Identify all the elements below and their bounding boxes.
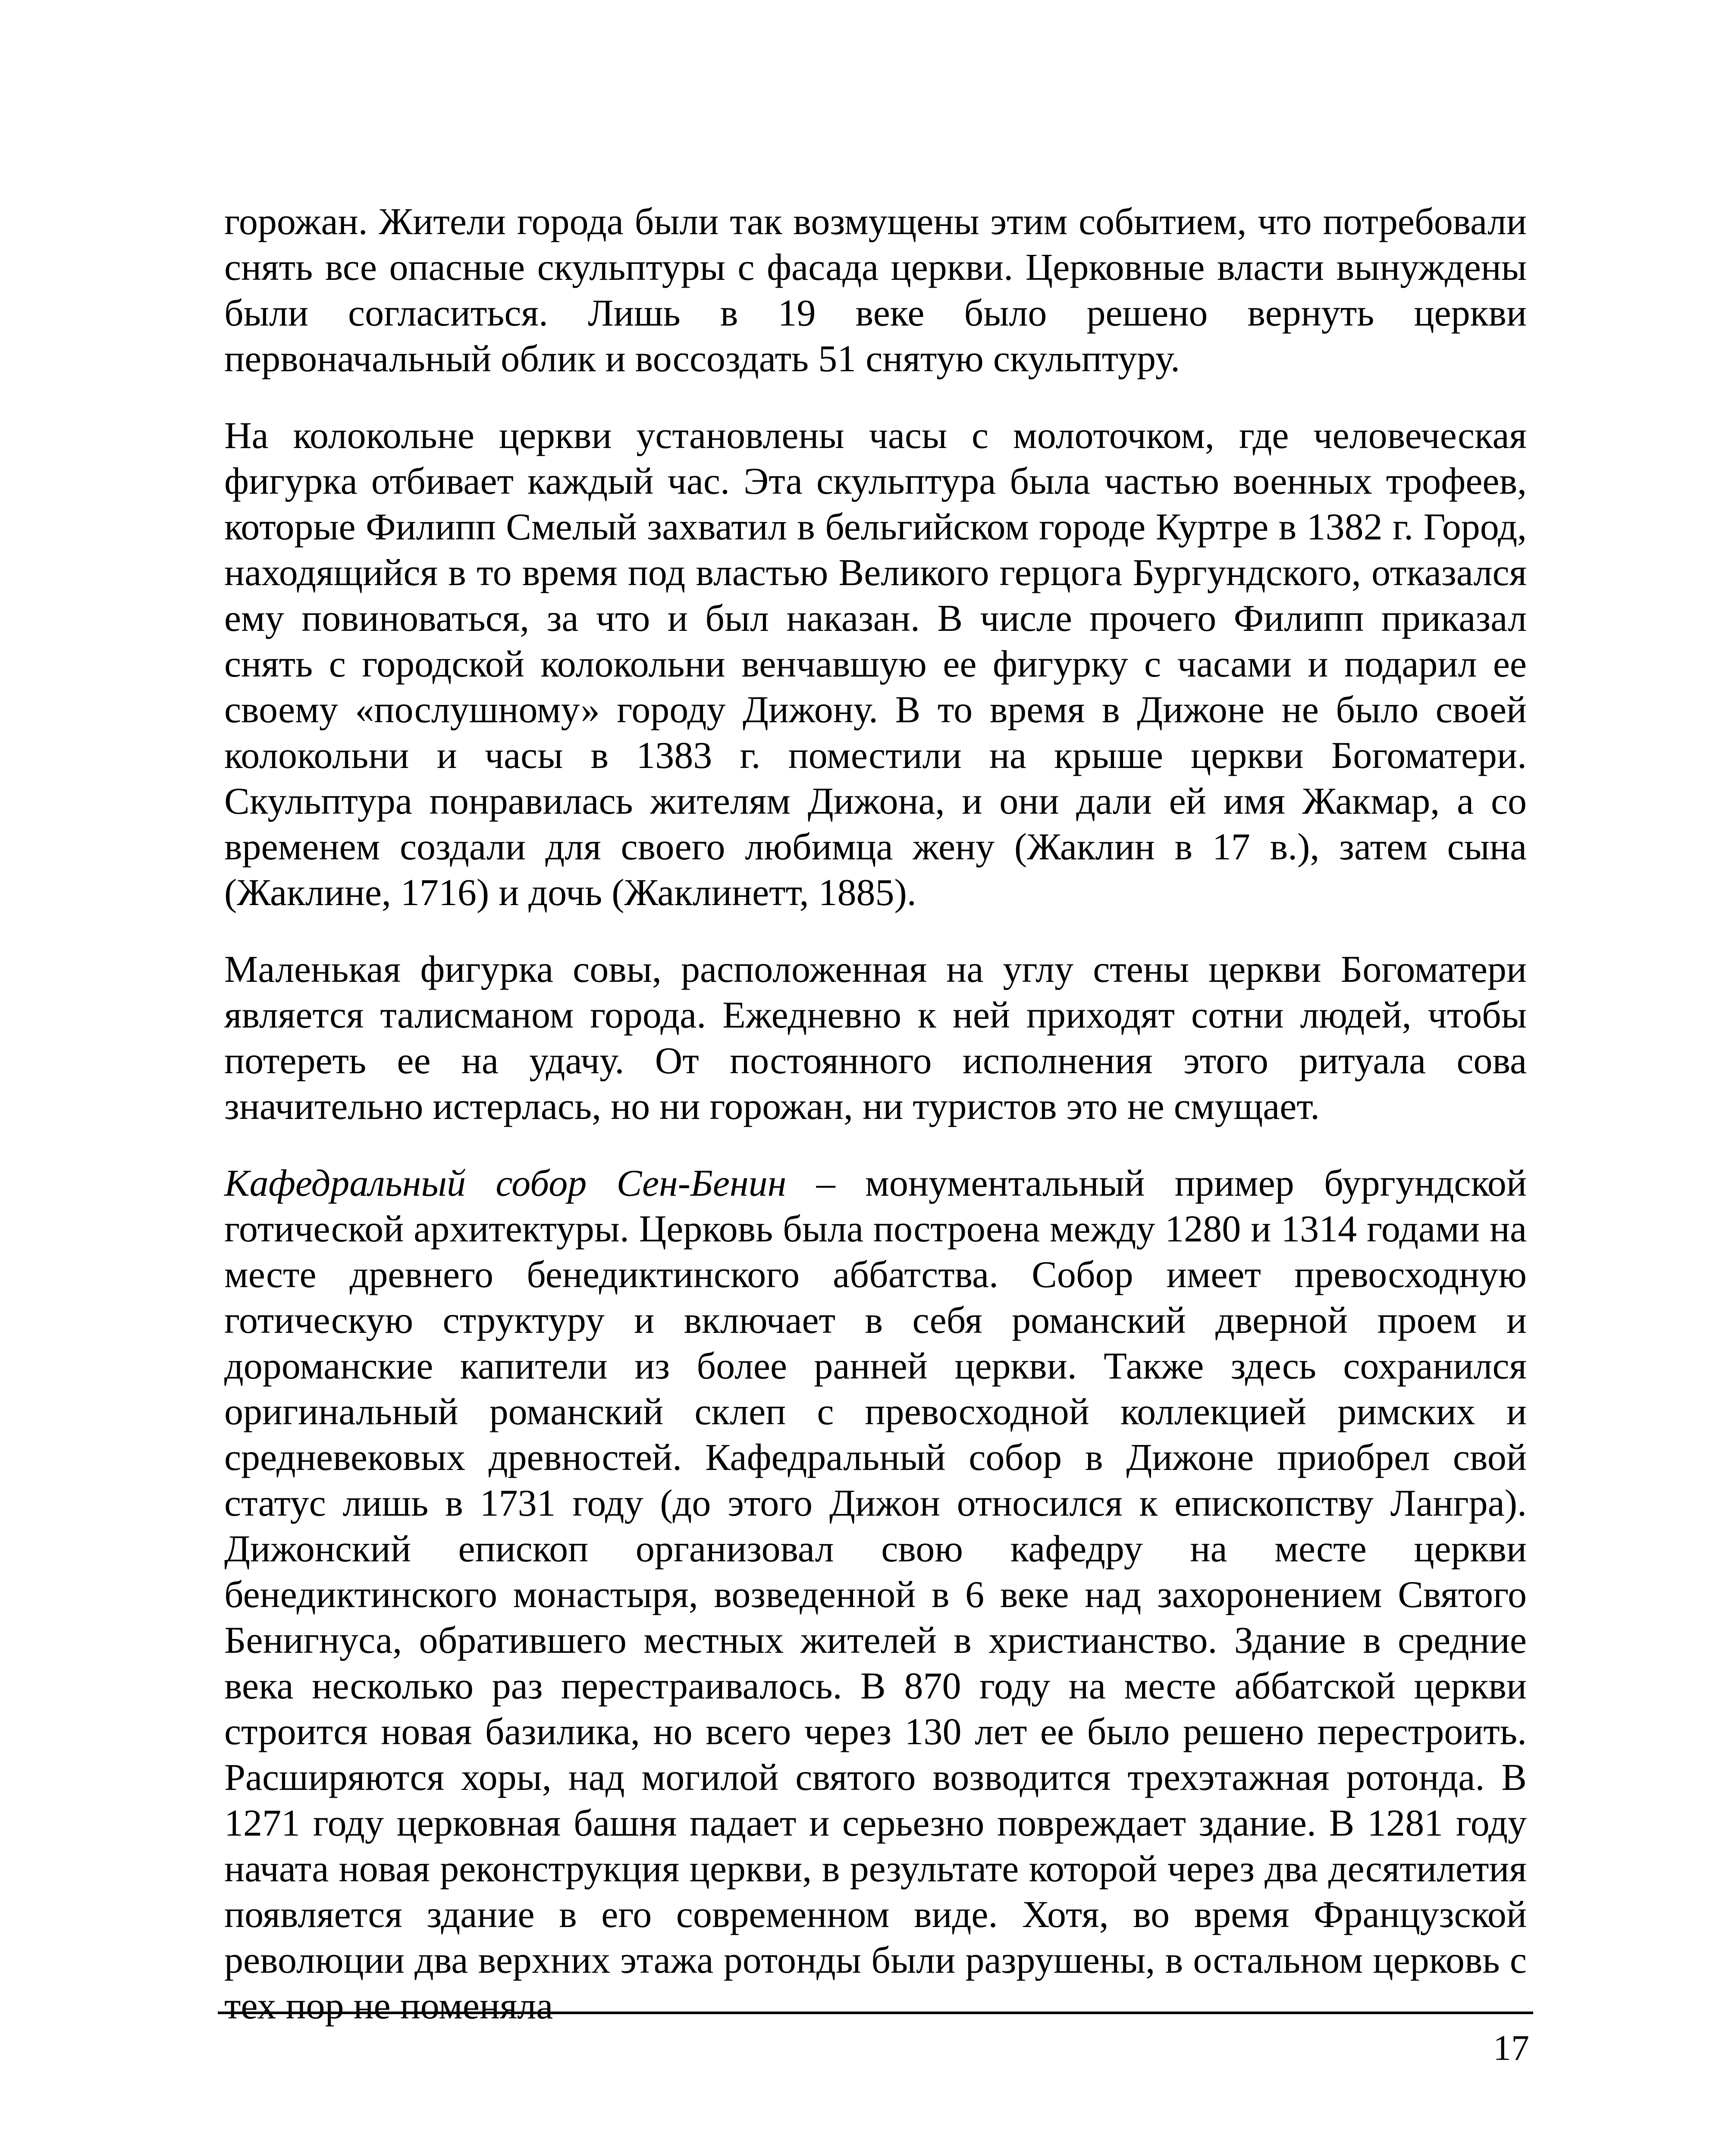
footer-rule xyxy=(218,2012,1533,2014)
paragraph-3-text: Маленькая фигурка совы, расположенная на углу стены церкви Богоматери является талисманом города. Ежедневно к ней приходят сотни людей, чтобы потереть ее на удачу. От постоянного исполнения этого ритуала сова значительно истерлась, но ни горожан, ни туристов это не смущает. xyxy=(224,949,1527,1128)
paragraph-1 xyxy=(224,199,1527,382)
paragraph-1-text: горожан. Жители города были так возмущены этим событием, что потребовали снять все опасные скульптуры с фасада церкви. Церковные власти вынуждены были согласиться. Лишь в 19 веке было решено вернуть церкви первоначальный облик и воссоздать 51 снятую скульптуру. xyxy=(224,201,1527,380)
paragraph-3 xyxy=(224,947,1527,1130)
paragraph-2 xyxy=(224,413,1527,916)
paragraph-2-text: На колокольне церкви установлены часы с молоточком, где человеческая фигурка отбивает каждый час. Эта скульптура была частью военных трофеев, которые Филипп Смелый захватил в бельгийском городе Куртре в 1382 г. Город, находящийся в то время под властью Великого герцога Бургундского, отказался ему повиноваться, за что и был наказан. В числе прочего Филипп приказал снять с городской колокольни венчавшую ее фигурку с часами и подарил ее своему «послушному» городу Дижону. В то время в Дижоне не было своей колокольни и часы в 1383 г. поместили на крыше церкви Богоматери. Скульптура понравилась жителям Дижона, и они дали ей имя Жакмар, а со временем создали для своего любимца жену (Жаклин в 17 в.), затем сына (Жаклине, 1716) и дочь (Жаклинетт, 1885). xyxy=(224,415,1527,914)
page-number: 17 xyxy=(1493,2028,1529,2068)
document-body xyxy=(224,199,1527,2060)
paragraph-4-lead: Кафедральный собор Сен-Бенин xyxy=(224,1163,787,1204)
paragraph-4-text: – монументальный пример бургундской готической архитектуры. Церковь была построена между 1280 и 1314 годами на месте древнего бенедиктинского аббатства. Собор имеет превосходную готическую структуру и включает в себя романский дверной проем и дороманские капители из более ранней церкви. Также здесь сохранился оригинальный романский склеп с превосходной коллекцией римских и средневековых древностей. Кафедральный собор в Дижоне приобрел свой статус лишь в 1731 году (до этого Дижон относился к епископству Лангра). Дижонский епископ организовал свою кафедру на месте церкви бенедиктинского монастыря, возведенной в 6 веке над захоронением Святого Бенигнуса, обратившего местных жителей в христианство. Здание в средние века несколько раз перестраивалось. В 870 году на месте аббатской церкви строится новая базилика, но всего через 130 лет ее было решено перестроить. Расширяются хоры, над могилой святого возводится трехэтажная ротонда. В 1271 году церковная башня падает и серьезно повреждает здание. В 1281 году начата новая реконструкция церкви, в результате которой через два десятилетия появляется здание в его современном виде. Хотя, во время Французской революции два верхних этажа ротонды были разрушены, в остальном церковь с тех пор не поменяла xyxy=(224,1163,1527,2027)
paragraph-4 xyxy=(224,1161,1527,2029)
